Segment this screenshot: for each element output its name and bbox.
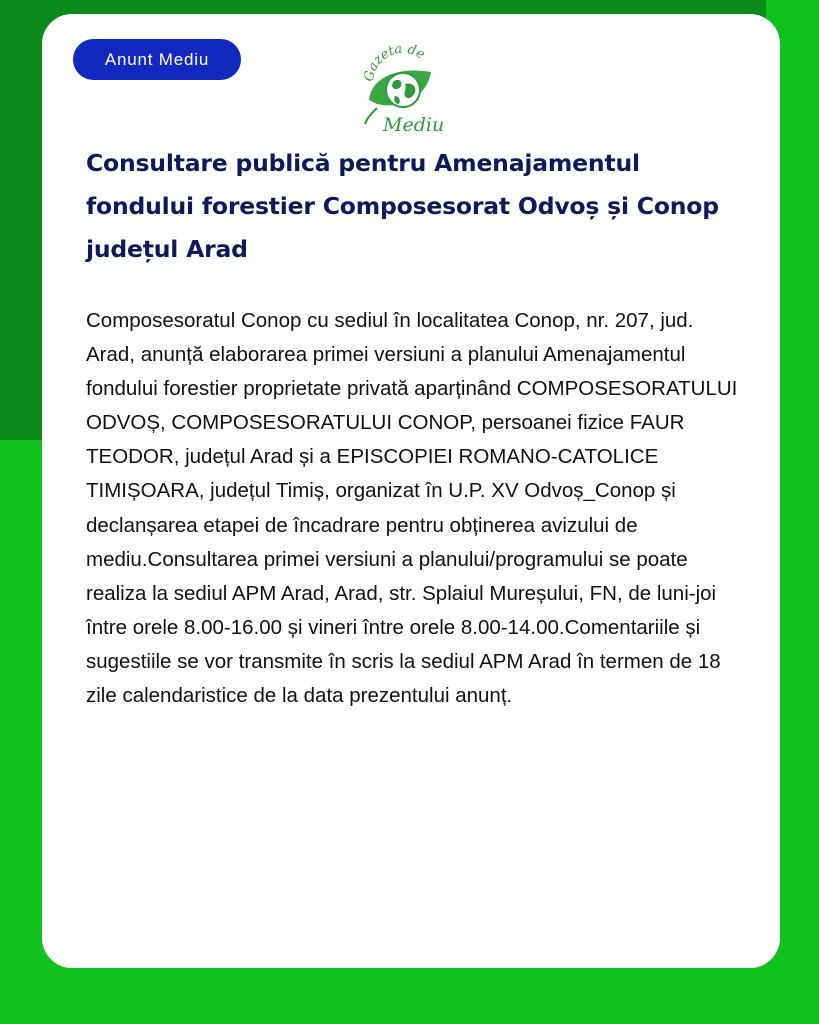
category-badge-label: Anunt Mediu	[104, 49, 210, 69]
category-badge[interactable]	[73, 39, 241, 80]
globe-leaf-icon	[357, 38, 447, 134]
article-title: Consultare publică pentru Amenajamentul fondului forestier Composesorat Odvoș și Conop județul Arad	[86, 149, 719, 263]
announcement-card	[42, 14, 780, 968]
svg-text:Gazeta de: Gazeta de	[361, 41, 428, 83]
svg-text:Mediu: Mediu	[383, 114, 445, 134]
article-body: Composesoratul Conop cu sediul în localitatea Conop, nr. 207, jud. Arad, anunță elaborarea primei versiuni a planului Amenajamentul fondului forestier proprietate privată aparținând COMPOSESORATULUI ODVOȘ, COMPOSESORATULUI CONOP, persoanei fizice FAUR TEODOR, județul Arad și a EPISCOPIEI ROMANO-CATOLICE TIMIȘOARA, județul Timiș, organizat în U.P. XV Odvoș_Conop și declanșarea etapei de încadrare pentru obținerea avizului de mediu.Consultarea primei versiuni a planului/programului se poate realiza la sediul APM Arad, Arad, str. Splaiul Mureșului, FN, de luni-joi între orele 8.00-16.00 și vineri între orele 8.00-14.00.Comentariile și sugestiile se vor transmite în scris la sediul APM Arad în termen de 18 zile calendaristice de la data prezentului anunț.	[86, 309, 738, 708]
gazeta-de-mediu-logo	[357, 38, 447, 134]
